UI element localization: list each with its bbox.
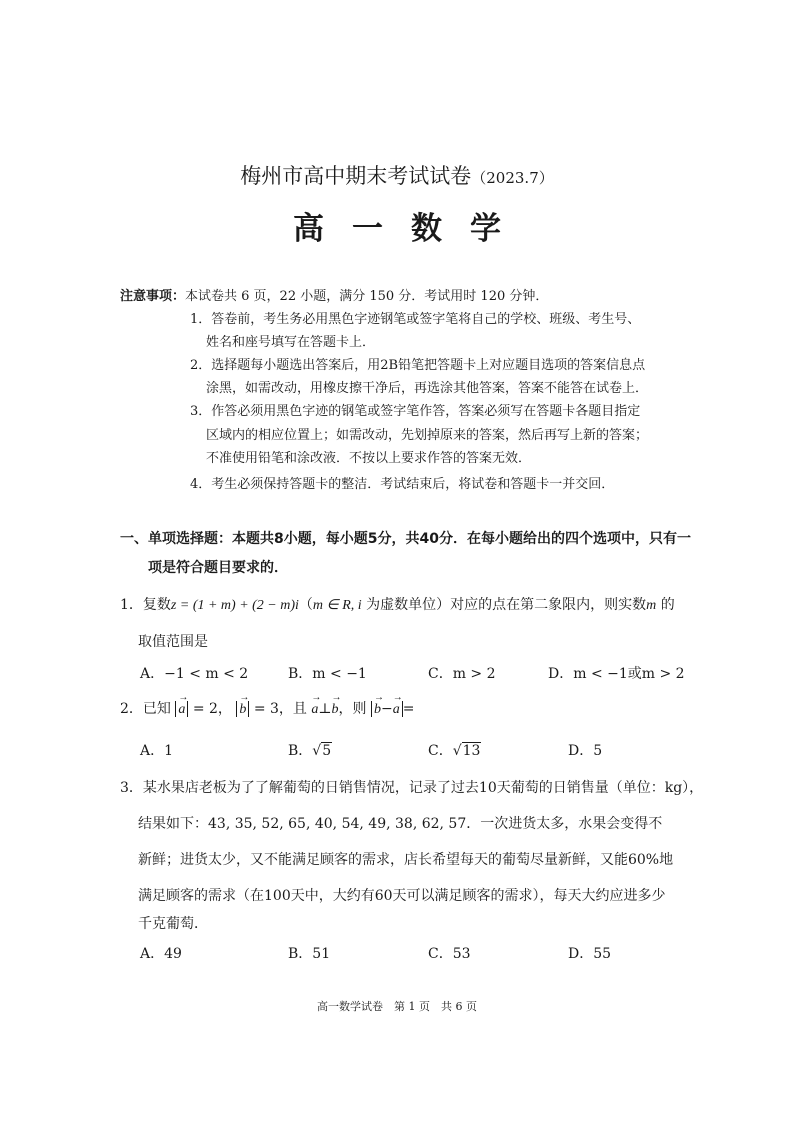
section-heading-cont: 项是符合题目要求的． (148, 560, 288, 576)
question-3-line: 结果如下：43, 35, 52, 65, 40, 54, 49, 38, 62, 57．一次进货太多，水果会变得不 (138, 816, 663, 832)
q1-text: 的 (656, 597, 675, 613)
notice-line: 不准使用铅笔和涂改液．不按以上要求作答的答案无效． (206, 451, 532, 466)
option-c: C．√13 (428, 743, 481, 759)
q1-text: （ (298, 597, 313, 613)
notice-line: 区域内的相应位置上；如需改动，先划掉原来的答案，然后再写上新的答案； (206, 428, 649, 443)
question-3: 3．某水果店老板为了了解葡萄的日销售情况，记录了过去10天葡萄的日销售量（单位：kg）， (120, 780, 704, 796)
question-3-line: 新鲜；进货太少，又不能满足顾客的需求，店长希望每天的葡萄尽量新鲜，又能60%地 (138, 852, 674, 868)
exam-title (0, 160, 794, 190)
notice-line: 2．选择题每小题选出答案后，用2B铅笔把答题卡上对应题目选项的答案信息点 (190, 358, 646, 373)
vector-a: → a (178, 702, 185, 718)
q2-text: 已知 (142, 701, 171, 717)
q2-text: = (402, 701, 415, 717)
vector-a: → a (393, 702, 400, 718)
perp-symbol: ⊥ (318, 701, 332, 717)
question-1 (120, 594, 675, 614)
section-heading: 一、单项选择题：本题共8小题，每小题5分，共40分．在每小题给出的四个选项中，只有一 (120, 531, 691, 547)
notice-line: 姓名和座号填写在答题卡上． (206, 335, 376, 350)
option-c: C．53 (428, 946, 471, 962)
q1-variable: m (646, 598, 657, 613)
option-c-label: C． (428, 743, 453, 759)
notice-label: 注意事项： (120, 289, 186, 304)
q1-text: 复数 (142, 597, 171, 613)
notice-line: 3．作答必须用黑色字迹的钢笔或签字笔作答，答案必须写在答题卡各题目指定 (190, 404, 641, 419)
vector-difference-magnitude (371, 701, 403, 717)
exam-year: （2023.7） (471, 169, 554, 187)
q2-text: = 3，且 (253, 701, 307, 717)
vector-a-magnitude (175, 701, 188, 717)
exam-title-text: 梅州市高中期末考试试卷 (240, 164, 472, 188)
notice-line: 1．答卷前，考生务必用黑色字迹钢笔或签字笔将自己的学校、班级、考生号、 (190, 312, 641, 327)
option-b: B．√5 (288, 743, 332, 759)
option-c: C．m > 2 (428, 666, 496, 682)
option-b-label: B． (288, 743, 313, 759)
sqrt-value: 13 (462, 743, 481, 759)
q1-condition: m ∈ R, i (312, 598, 362, 613)
option-b: B．m < −1 (288, 666, 367, 682)
notice-intro (120, 285, 548, 304)
sqrt-value: 5 (322, 743, 332, 759)
q2-text: = 2， (192, 701, 232, 717)
option-a: A．−1 < m < 2 (140, 666, 249, 682)
subject-title: 高一数学 (293, 211, 529, 247)
vector-b-magnitude (236, 701, 249, 717)
vector-b: → b (374, 702, 381, 718)
vector-b: → b (239, 702, 246, 718)
option-d: D．m < −1或m > 2 (548, 666, 685, 682)
question-3-line: 满足顾客的需求（在100天中，大约有60天可以满足顾客的需求），每天大约应进多少 (138, 888, 666, 904)
vector-a: → a (311, 702, 318, 718)
notice-intro-text: 本试卷共 6 页，22 小题，满分 150 分．考试用时 120 分钟． (185, 289, 549, 304)
notice-line: 4．考生必须保持答题卡的整洁．考试结束后，将试卷和答题卡一并交回． (190, 477, 615, 492)
option-a: A．49 (140, 946, 182, 962)
option-d: D．55 (568, 946, 612, 962)
q1-expression: z = (1 + m) + (2 − m)i (170, 598, 299, 613)
minus-symbol: − (381, 701, 393, 717)
question-number: 2． (120, 701, 143, 717)
question-3-line: 千克葡萄． (138, 916, 208, 932)
q1-text: 为虚数单位）对应的点在第二象限内，则实数 (361, 597, 647, 613)
notice-line: 涂黑，如需改动，用橡皮擦干净后，再选涂其他答案，答案不能答在试卷上． (206, 381, 649, 396)
vector-b: → b (332, 702, 339, 718)
option-d: D．5 (568, 743, 603, 759)
option-a: A．1 (140, 743, 174, 759)
question-number: 1． (120, 597, 143, 613)
page-footer: 高一数学试卷 第 1 页 共 6 页 (317, 1000, 477, 1013)
q2-text: ，则 (338, 701, 367, 717)
question-2 (120, 698, 414, 718)
question-1-line2: 取值范围是 (138, 634, 208, 650)
option-b: B．51 (288, 946, 331, 962)
